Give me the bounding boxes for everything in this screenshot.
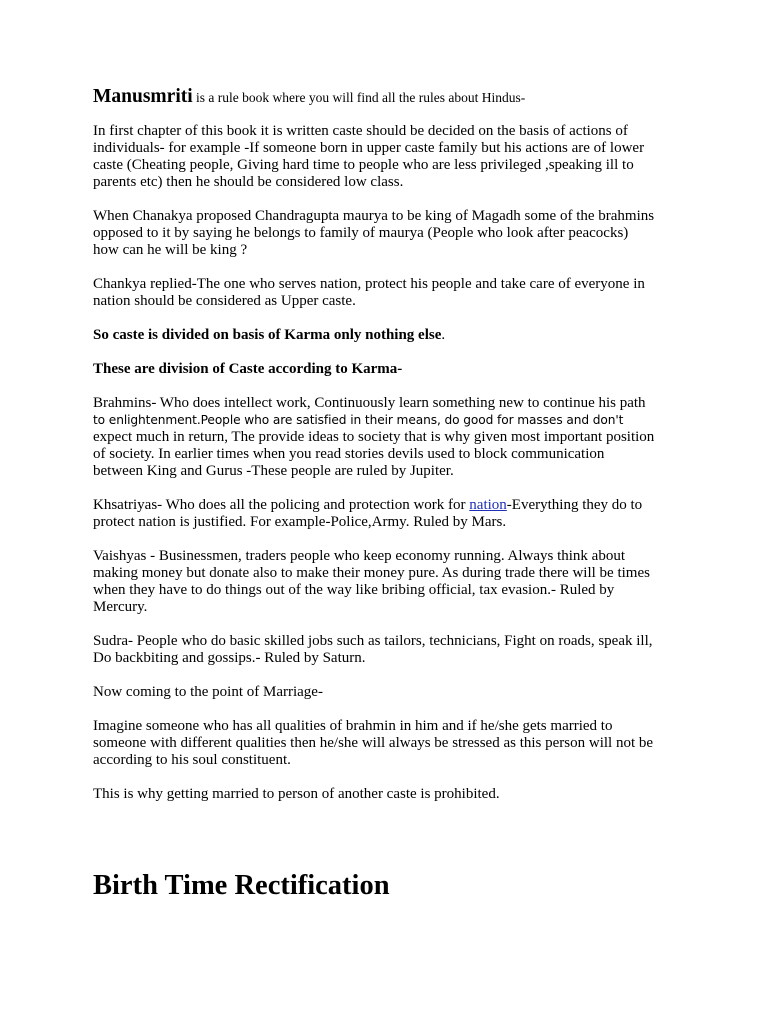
text-line: When Chanakya proposed Chandragupta maurya to be king of Magadh some of the brahmins [93, 208, 655, 224]
text-line: how can he will be king ? [93, 242, 248, 258]
paragraph-brahmins [93, 395, 693, 480]
intro-text: is a rule book where you will find all the rules about Hindus- [192, 90, 526, 105]
statement-period: . [441, 327, 446, 343]
text-line: expect much in return, The provide ideas to society that is why given most important position [93, 429, 655, 445]
text-line: Mercury. [93, 599, 148, 615]
text-line: someone with different qualities then he/she will always be stressed as this person will not be [93, 735, 654, 751]
text-line: Do backbiting and gossips.- Ruled by Saturn. [93, 650, 366, 666]
text-line: parents etc) then he should be considered low class. [93, 174, 404, 190]
khsatriyas-text-after: -Everything they do to [506, 497, 643, 513]
paragraph-chanakya [93, 208, 693, 259]
paragraph-caste-actions [93, 123, 693, 191]
bold-statement: So caste is divided on basis of Karma only nothing else [93, 327, 442, 343]
text-line: caste (Cheating people, Giving hard time to people who are less privileged ,speaking ill to [93, 157, 634, 173]
text-line-sans: to enlightenment.People who are satisfied in their means, do good for masses and don't [93, 413, 624, 427]
text-line: Chankya replied-The one who serves nation, protect his people and take care of everyone in [93, 276, 645, 292]
nation-link[interactable]: nation [469, 497, 507, 513]
text-line: according to his soul constituent. [93, 752, 291, 768]
intro-paragraph [93, 86, 693, 109]
paragraph-vaishyas [93, 548, 693, 616]
khsatriyas-text: Khsatriyas- Who does all the policing and protection work for [93, 497, 470, 513]
paragraph-sudra [93, 633, 693, 667]
text-line [93, 497, 693, 514]
paragraph-chankya-reply [93, 276, 693, 310]
text-line: Vaishyas - Businessmen, traders people who keep economy running. Always think about [93, 548, 625, 564]
text-line: nation should be considered as Upper caste. [93, 293, 356, 309]
text-line: between King and Gurus -These people are ruled by Jupiter. [93, 463, 454, 479]
text-line: when they have to do things out of the way like bribing official, tax evasion.- Ruled by [93, 582, 615, 598]
text-line: opposed to it by saying he belongs to family of maurya (People who look after peacocks) [93, 225, 629, 241]
paragraph-marriage [93, 718, 693, 769]
document-body [93, 86, 693, 803]
text-line: Brahmins- Who does intellect work, Continuously learn something new to continue his path [93, 395, 646, 411]
paragraph-karma-statement [93, 327, 693, 344]
text-line: Imagine someone who has all qualities of brahmin in him and if he/she gets married to [93, 718, 613, 734]
text-line: individuals- for example -If someone born in upper caste family but his actions are of lower [93, 140, 645, 156]
paragraph-conclusion: This is why getting married to person of another caste is prohibited. [93, 786, 500, 802]
intro-title: Manusmriti [93, 86, 193, 107]
text-line: of society. In earlier times when you read stories devils used to block communication [93, 446, 605, 462]
section-heading: Birth Time Rectification [93, 870, 390, 901]
text-line: In first chapter of this book it is written caste should be decided on the basis of actions of [93, 123, 628, 139]
text-line: making money but donate also to make their money pure. As during trade there will be times [93, 565, 650, 581]
text-line: protect nation is justified. For example-Police,Army. Ruled by Mars. [93, 514, 507, 530]
paragraph-division-heading: These are division of Caste according to Karma- [93, 361, 403, 377]
paragraph-marriage-intro: Now coming to the point of Marriage- [93, 684, 323, 700]
text-line: Sudra- People who do basic skilled jobs such as tailors, technicians, Fight on roads, speak ill, [93, 633, 653, 649]
paragraph-khsatriyas [93, 497, 693, 531]
